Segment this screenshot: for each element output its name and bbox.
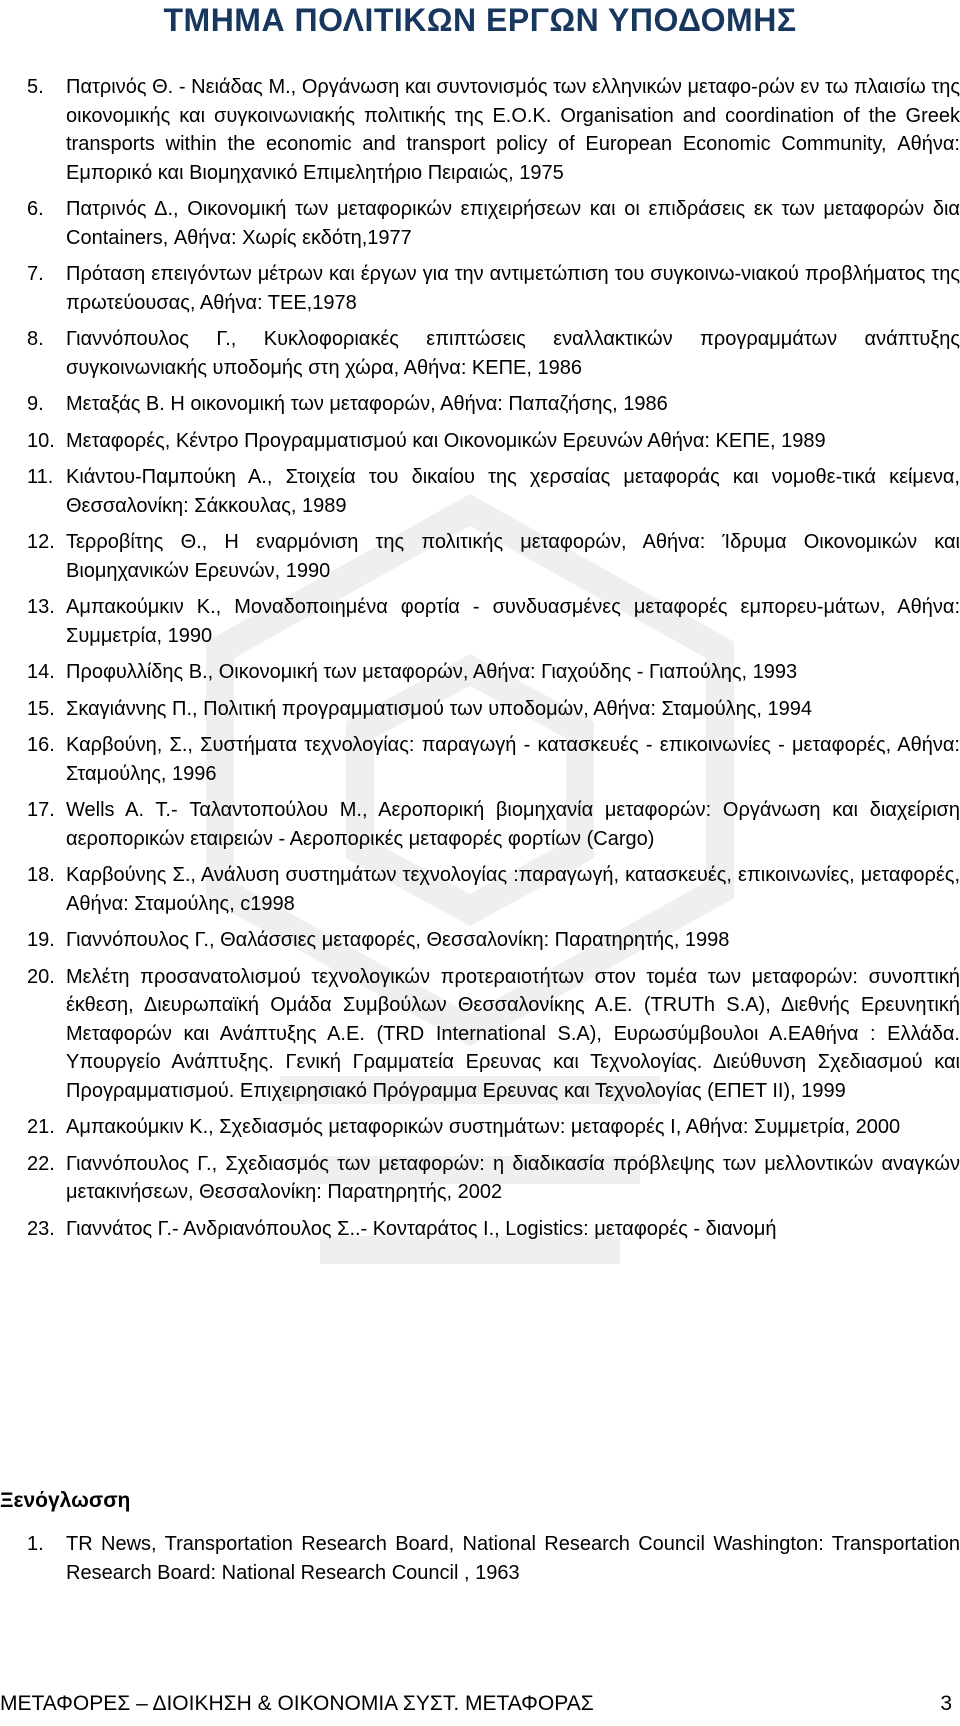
reference-text: Μελέτη προσανατολισμού τεχνολογικών προτεραιοτήτων στον τομέα των μεταφορών: συνοπτική έκθεση, Διευρωπαϊκή Ομάδα Συμβούλων Θεσσαλονίκης Α.Ε. (TRUTh S.A), Διεθνής Ερευνητική Μεταφορών και Ανάπτυξης Α.Ε. (TRD International S.A), Ευρωσύμβουλοι Α.ΕΑθήνα : Ελλάδα. Υπουργείο Ανάπτυξης. Γενική Γραμματεία Ερευνας και Τεχνολογίας. Διεύθυνση Σχεδιασμού και Προγραμματισμού. Επιχειρησιακό Πρόγραμμα Ερευνας και Τεχνολογίας (ΕΠΕΤ ΙΙ), 1999 — [66, 965, 960, 1102]
reference-number: 1. — [27, 1533, 44, 1555]
reference-item — [0, 1150, 960, 1207]
reference-text: Γιαννόπουλος Γ., Σχεδιασμός των μεταφορών: η διαδικασία πρόβλεψης των μελλοντικών αναγκών μετακινήσεων, Θεσσαλονίκη: Παρατηρητής, 2002 — [66, 1152, 960, 1203]
reference-item — [0, 963, 960, 1106]
reference-item — [0, 1113, 960, 1142]
reference-item — [0, 528, 960, 585]
reference-item — [0, 260, 960, 317]
reference-item — [0, 1530, 960, 1587]
reference-text: Γιαννόπουλος Γ., Θαλάσσιες μεταφορές, Θεσσαλονίκη: Παρατηρητής, 1998 — [66, 929, 730, 951]
reference-text: Γιαννάτος Γ.- Ανδριανόπουλος Σ..- Κονταράτος Ι., Logistics: μεταφορές - διανομή — [66, 1217, 777, 1240]
footer-title: ΜΕΤΑΦΟΡΕΣ – ΔΙΟΙΚΗΣΗ & ΟΙΚΟΝΟΜΙΑ ΣΥΣΤ. ΜΕΤΑΦΟΡΑΣ — [0, 1692, 594, 1715]
reference-item — [0, 73, 960, 187]
reference-number: 21. — [27, 1116, 55, 1138]
reference-text: Κιάντου-Παμπούκη Α., Στοιχεία του δικαίου της χερσαίας μεταφοράς και νομοθε-τικά κείμενα, Θεσσαλονίκη: Σάκκουλας, 1989 — [66, 466, 960, 517]
reference-text: Αμπακούμκιν Κ., Μοναδοποιημένα φορτία - συνδυασμένες μεταφορές εμπορευ-μάτων, Αθήνα: Συμμετρία, 1990 — [66, 596, 960, 647]
page-header-title: ΤΜΗΜΑ ΠΟΛΙΤΙΚΩΝ ΕΡΓΩΝ ΥΠΟΔΟΜΗΣ — [163, 2, 797, 38]
reference-number: 7. — [27, 263, 44, 285]
reference-number: 10. — [27, 429, 55, 452]
reference-item — [0, 427, 960, 456]
foreign-heading: Ξενόγλωσση — [0, 1489, 131, 1512]
reference-item — [0, 796, 960, 853]
reference-number: 14. — [27, 661, 55, 683]
reference-list — [0, 73, 960, 1251]
reference-item — [0, 325, 960, 382]
reference-text: Αμπακούμκιν Κ., Σχεδιασμός μεταφορικών συστημάτων: μεταφορές Ι, Αθήνα: Συμμετρία, 2000 — [66, 1116, 901, 1138]
reference-number: 5. — [27, 76, 44, 98]
reference-number: 20. — [27, 965, 55, 988]
reference-text: Προφυλλίδης Β., Οικονομική των μεταφορών, Αθήνα: Γιαχούδης - Γιαπούλης, 1993 — [66, 661, 798, 683]
reference-text: Καρβούνης Σ., Ανάλυση συστημάτων τεχνολογίας :παραγωγή, κατασκευές, επικοινωνίες, μεταφορές, Αθήνα: Σταμούλης, c1998 — [66, 864, 960, 915]
reference-text: Wells A. T.- Ταλαντοπούλου Μ., Αεροπορική βιομηχανία μεταφορών: Οργάνωση και διαχείριση αεροπορικών εταιρειών - Αεροπορικές μεταφορές φορτίων (Cargo) — [66, 799, 960, 850]
reference-text: Γιαννόπουλος Γ., Κυκλοφοριακές επιπτώσεις εναλλακτικών προγραμμάτων ανάπτυξης συγκοινωνιακής υποδομής στη χώρα, Αθήνα: ΚΕΠΕ, 1986 — [66, 328, 960, 379]
reference-text: Τερροβίτης Θ., Η εναρμόνιση της πολιτικής μεταφορών, Αθήνα: Ίδρυμα Οικονομικών και Βιομηχανικών Ερευνών, 1990 — [66, 531, 960, 582]
reference-number: 22. — [27, 1152, 55, 1175]
reference-number: 12. — [27, 531, 55, 553]
reference-text: Πατρινός Δ., Οικονομική των μεταφορικών επιχειρήσεων και οι επιδράσεις εκ των μεταφορών δια Containers, Αθήνα: Χωρίς εκδότη,1977 — [66, 198, 960, 249]
reference-text: Μεταφορές, Κέντρο Προγραμματισμού και Οικονομικών Ερευνών Αθήνα: ΚΕΠΕ, 1989 — [66, 429, 826, 452]
page-number: 3 — [940, 1692, 952, 1715]
reference-item — [0, 658, 960, 687]
reference-item — [0, 926, 960, 955]
reference-number: 11. — [27, 466, 54, 488]
reference-item — [0, 593, 960, 650]
reference-item — [0, 731, 960, 788]
reference-item — [0, 1215, 960, 1244]
foreign-reference-list — [0, 1530, 960, 1595]
reference-text: Μεταξάς Β. Η οικονομική των μεταφορών, Αθήνα: Παπαζήσης, 1986 — [66, 393, 668, 415]
reference-item — [0, 195, 960, 252]
reference-number: 19. — [27, 929, 55, 951]
reference-number: 17. — [27, 799, 55, 821]
reference-number: 6. — [27, 198, 44, 220]
reference-number: 23. — [27, 1217, 55, 1240]
reference-number: 15. — [27, 697, 55, 720]
reference-number: 18. — [27, 864, 55, 886]
reference-text: Σκαγιάννης Π., Πολιτική προγραμματισμού των υποδομών, Αθήνα: Σταμούλης, 1994 — [66, 697, 813, 720]
reference-number: 9. — [27, 393, 44, 415]
reference-text: Πρόταση επειγόντων μέτρων και έργων για την αντιμετώπιση του συγκοινω-νιακού προβλήματος της πρωτεύουσας, Αθήνα: ΤΕΕ,1978 — [66, 263, 960, 314]
reference-text: Καρβούνη, Σ., Συστήματα τεχνολογίας: παραγωγή - κατασκευές - επικοινωνίες - μεταφορές, Αθήνα: Σταμούλης, 1996 — [66, 734, 960, 785]
reference-item — [0, 463, 960, 520]
reference-text: Πατρινός Θ. - Νειάδας Μ., Οργάνωση και συντονισμός των ελληνικών μεταφο-ρών εν τω πλαισίω της οικονομικής και συγκοινωνιακής πολιτικής της Ε.Ο.Κ. Organisation and coordination of the Greek transports within the economic and transport policy of European Economic Community, Αθήνα: Εμπορικό και Βιομηχανικό Επιμελητήριο Πειραιώς, 1975 — [66, 76, 960, 184]
reference-item — [0, 695, 960, 724]
reference-text: TR News, Transportation Research Board, National Research Council Washington: Transportation Research Board: National Research Council , 1963 — [66, 1533, 960, 1584]
reference-item — [0, 390, 960, 419]
reference-number: 8. — [27, 328, 44, 350]
reference-item — [0, 861, 960, 918]
reference-number: 16. — [27, 734, 55, 756]
reference-number: 13. — [27, 596, 55, 618]
